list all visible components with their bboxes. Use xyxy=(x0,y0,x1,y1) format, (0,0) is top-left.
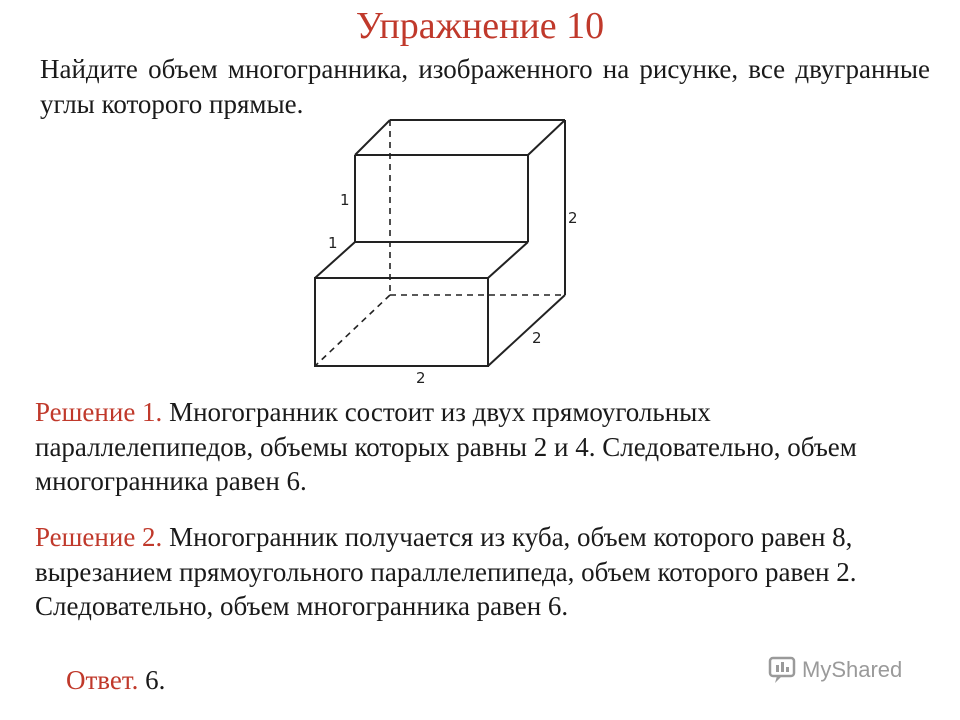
lower-front-face xyxy=(315,278,488,366)
watermark-text: MyShared xyxy=(802,657,903,682)
slide-title: Упражнение 10 xyxy=(355,5,605,47)
label-depth: 2 xyxy=(532,329,542,347)
watermark xyxy=(768,655,902,685)
task-text: Найдите объем многогранника, изображенного на рисунке, все двугранные углы которого прямые. xyxy=(40,54,930,119)
solution-1-label: Решение 1. xyxy=(35,397,163,427)
myshared-logo-icon xyxy=(768,655,796,685)
polyhedron-figure xyxy=(300,115,600,385)
solution-2-text: Многогранник получается из куба, объем которого равен 8, вырезанием прямоугольного параллелепипеда, объем которого равен 2. Следовательно, объем многогранника равен 6. xyxy=(35,522,857,622)
solution-1-text: Многогранник состоит из двух прямоугольных параллелепипедов, объемы которых равны 2 и 4. Следовательно, объем многогранника равен 6. xyxy=(35,397,857,497)
solution-2 xyxy=(35,520,925,624)
answer xyxy=(66,663,165,698)
label-upper-left: 1 xyxy=(340,191,350,209)
solution-1 xyxy=(35,395,925,499)
answer-label: Ответ. xyxy=(66,665,139,695)
label-width: 2 xyxy=(416,369,426,385)
label-lower-left: 1 xyxy=(328,234,338,252)
solution-2-label: Решение 2. xyxy=(35,522,163,552)
label-right-height: 2 xyxy=(568,209,578,227)
answer-value: 6. xyxy=(138,665,166,695)
